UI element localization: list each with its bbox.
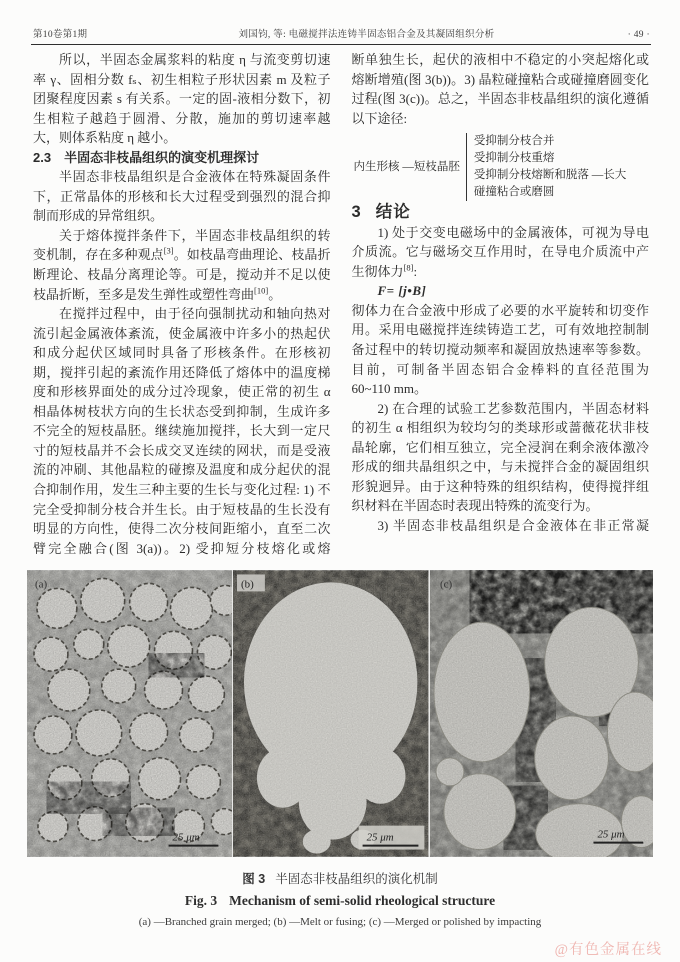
header-page-number: · 49 · [627, 30, 650, 40]
reference-superscript: [8] [403, 262, 414, 273]
figure-caption-items: (a) —Branched grain merged; (b) —Melt or fusing; (c) —Merged or polished by impacting [138, 916, 542, 928]
evolution-branch: 受抑制分枝熔断和脱落 —长大 [473, 169, 627, 182]
header-running-title: 刘国钧, 等: 电磁搅拌法连铸半固态铝合金及其凝固组织分析 [238, 30, 495, 40]
body-columns [33, 50, 649, 566]
micrograph-panel-b [233, 570, 428, 857]
panel-label: (c) [439, 578, 452, 591]
scale-bar-label: 25 μm [597, 828, 625, 841]
left-column [33, 50, 331, 566]
evolution-branches [466, 133, 626, 201]
paragraph-text: 。 [268, 286, 282, 302]
evolution-branch: 受抑制分枝合并 [473, 135, 555, 148]
page-header [33, 26, 650, 40]
figure-caption-cn [0, 869, 680, 887]
panel-label: (b) [241, 578, 255, 591]
paragraph [33, 226, 331, 304]
paragraph: 半固态非枝晶组织是合金液体在特殊凝固条件下，正常晶体的形核和长大过程受到强烈的混合抑制而形成的异常组织。 [33, 169, 331, 224]
header-issue: 第10卷第1期 [33, 30, 88, 40]
paragraph-text: : [413, 263, 418, 279]
evolution-branch: 受抑制分枝重熔 [473, 152, 555, 165]
paragraph-text: 1) 处于交变电磁场中的金属液体，可视为导电介质流。它与磁场交互作用时，在导电介质流中产生彻体力 [351, 224, 649, 279]
scale-bar-label: 25 μm [172, 831, 200, 844]
section-heading-2-3: 2.3 半固态非枝晶组织的演变机理探讨 [33, 149, 260, 165]
conclusion-heading [352, 203, 650, 223]
paragraph-text: 关于熔体搅拌条件下，半固态非枝晶组织的转变机制，存在多种观点 [33, 227, 331, 263]
paragraph: 3) 半固态非枝晶组织是合金液体在非正常凝 [377, 517, 649, 533]
conclusion-title: 结论 [375, 203, 411, 222]
reference-superscript: [3] [163, 246, 174, 257]
figure-caption-en-text: Mechanism of semi-solid rheological structure [229, 893, 496, 908]
scale-bar-label: 25 μm [366, 831, 395, 844]
figure-caption-en [0, 893, 680, 909]
micrograph-panel-c [430, 570, 653, 857]
evolution-source: 内生形核 —短枝晶胚 [353, 160, 460, 173]
figure-caption-en-label: Fig. 3 [184, 893, 218, 908]
evolution-branch: 碰撞粘合或磨圆 [473, 186, 555, 199]
micrograph-panel-a [27, 570, 232, 857]
reference-superscript: [10] [254, 285, 269, 296]
paragraph: 彻体力在合金液中形成了必要的水平旋转和切变作用。采用电磁搅拌连续铸造工艺，可有效地控制制备过程中的转切搅动频率和凝固放热速率等参数。目前，可制备半固态铝合金棒料的直径范围为 60~110 mm。 [351, 302, 649, 397]
paragraph: 所以，半固态金属浆料的粘度 η 与流变剪切速率 γ、固相分数 fₛ、初生相粒子形状因素 m 及粒子团聚程度因素 s 有关系。一定的固-液相分数下，初生相粒子越趋于圆滑、分散，施加的剪切速率越大，则体系粘度 η 越小。 [33, 52, 331, 146]
right-column [352, 50, 650, 566]
paragraph [352, 223, 650, 282]
paragraph: 2) 在合理的试验工艺参数范围内，半固态材料的初生 α 相组织为较均匀的类球形或蔷薇花状非枝晶轮廓，它们相互独立，完全浸润在剩余液体激冷形成的细共晶组织之中，与未搅拌合金的凝固组织形貌迥异。由于这种特殊的组织结构，使得搅拌组织材料在半固态时表现出特殊的流变行为。 [351, 400, 649, 514]
header-rule [31, 44, 651, 45]
panel-label: (a) [34, 578, 48, 591]
paragraph-text: 。如枝晶弯曲理论、枝晶折断理论、枝晶分离理论等。可是，搅动并不足以使枝晶折断，至多是发生弹性或塑性弯曲 [33, 247, 331, 302]
watermark: @有色金属在线 [554, 942, 662, 958]
evolution-diagram [354, 133, 650, 201]
paragraph: 断单独生长，起伏的液相中不稳定的小突起熔化或熔断增殖(图 3(b))。3) 晶粒碰撞粘合或碰撞磨圆变化过程(图 3(c))。总之，半固态非枝晶组织的演化遵循以下途径: [351, 52, 649, 126]
figure-caption-cn-text: 半固态非枝晶组织的演化机制 [275, 872, 438, 886]
figure-caption-cn-label: 图 3 [242, 872, 266, 886]
figure-3 [27, 570, 653, 857]
formula: F= [j•B] [377, 283, 427, 299]
conclusion-number: 3 [351, 203, 362, 222]
paragraph: 在搅拌过程中，由于径向强制扰动和轴向热对流引起金属液体紊流，使金属液中许多小的热起伏和成分起伏区域同时具备了形核条件。在形核初期，搅拌引起的紊流作用还降低了熔体中的温度梯度和形核界面处的成分过冷现象，使正常的初生 α 相晶体树枝状方向的生长状态受到抑制，生成许多不完全的短枝晶胚。继续施加搅拌，长大到一定尺寸的短枝晶并不会长成交叉连续的网状，而是受液流的冲刷、其他晶粒的碰擦及温度和成分起伏的混合抑制作用，发生三种主要的生长与变化过程: 1) 不完全受抑制分枝合并生长。由于短枝晶的生长没有明显的方向性，使得二次分枝间距缩小，直至二次臂完全融合(图 3(a))。2) 受抑短分枝熔化或熔 [33, 306, 331, 556]
